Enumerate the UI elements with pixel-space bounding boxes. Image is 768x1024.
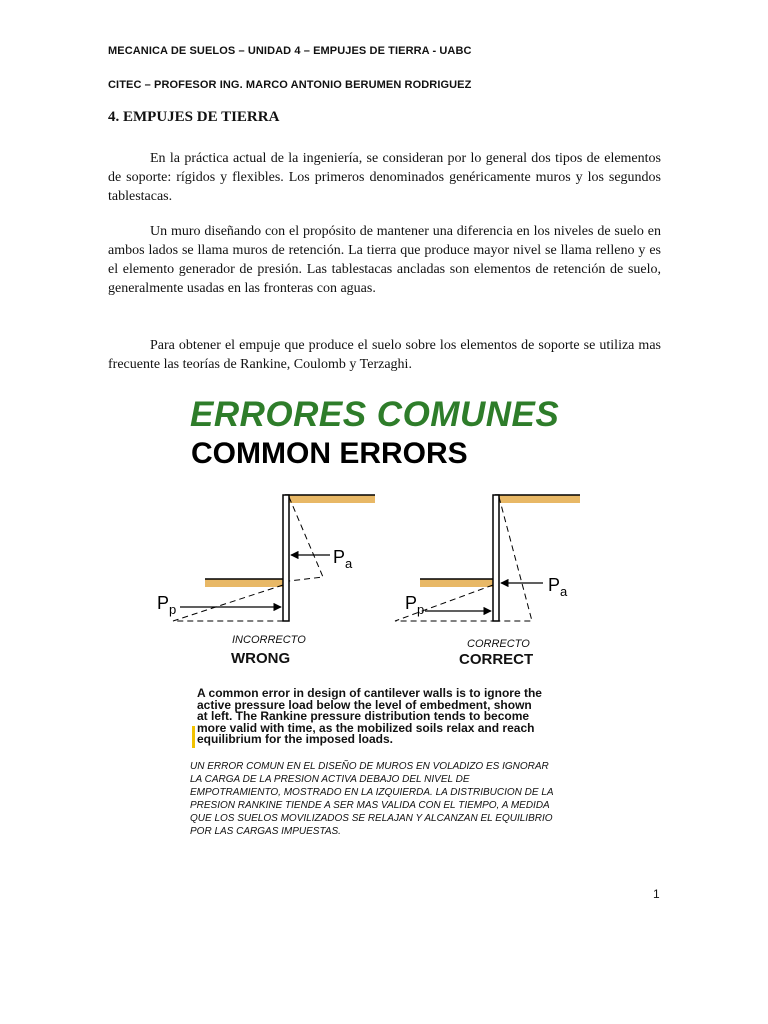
figure-title-english: COMMON ERRORS: [191, 437, 468, 470]
note-english: A common error in design of cantilever walls is to ignore the active pressure load below the level of embedment, shown at left. The Rankine pressure distribution tends to become more valid with time, as the mobilized soils relax and reach equilibrium for the imposed loads.: [197, 686, 542, 746]
passive-pressure-left: [173, 585, 283, 621]
wall-right: [493, 495, 499, 621]
label-wrong: WRONG: [231, 650, 291, 667]
wrong-wall-diagram: [157, 495, 375, 621]
backfill-soil-left: [285, 495, 375, 503]
svg-text:Pp: $P_p$: [157, 593, 177, 617]
highlight-marker: [192, 726, 195, 748]
svg-text:Pa: $P_a$: [333, 547, 353, 571]
front-soil-right: [420, 579, 493, 587]
retaining-wall-diagram: [150, 485, 590, 635]
active-pressure-left: [289, 497, 323, 581]
note-spanish: UN ERROR COMUN EN EL DISEÑO DE MUROS EN VOLADIZO ES IGNORAR LA CARGA DE LA PRESION ACTIVA DEBAJO DEL NIVEL DE EMPOTRAMIENTO, MOSTRADO EN LA IZQUIERDA. LA DISTRIBUCION DE LA PRESION RANKINE TIENDE A SER MAS VALIDA CON EL TIEMPO, A MEDIDA QUE LOS SUELOS MOVILIZADOS SE RELAJAN Y ALCANZAN EL EQUILIBRIO POR LAS CARGAS IMPUESTAS.: [190, 761, 554, 837]
label-incorrecto: INCORRECTO: [232, 634, 306, 646]
label-correct: CORRECT: [459, 651, 534, 668]
wall-left: [283, 495, 289, 621]
active-pressure-right: [499, 497, 532, 621]
paragraph-2: Un muro diseñando con el propósito de mantener una diferencia en los niveles de suelo en ambos lados se llama muros de retención. La tierra que produce mayor nivel se llama relleno y es el elemento generador de presión. Las tablestacas ancladas son elementos de retención de suelo, generalmente usadas en las fronteras con aguas.: [108, 224, 661, 296]
paragraph-3: Para obtener el empuje que produce el suelo sobre los elementos de soporte se utiliza mas frecuente las teorías de Rankine, Coulomb y Terzaghi.: [108, 338, 661, 372]
page-number: 1: [653, 887, 660, 901]
section-title: 4. EMPUJES DE TIERRA: [108, 109, 280, 125]
header-course-line: MECANICA DE SUELOS – UNIDAD 4 – EMPUJES DE TIERRA - UABC: [108, 45, 472, 57]
correct-wall-diagram: [395, 495, 580, 621]
label-correcto: CORRECTO: [467, 638, 530, 650]
header-professor-line: CITEC – PROFESOR ING. MARCO ANTONIO BERUMEN RODRIGUEZ: [108, 79, 472, 91]
svg-text:Pp: $P_p$: [405, 593, 425, 617]
front-soil-left: [205, 579, 283, 587]
figure-title-spanish: ERRORES COMUNES: [190, 395, 560, 434]
paragraph-1: En la práctica actual de la ingeniería, se consideran por lo general dos tipos de elementos de soporte: rígidos y flexibles. Los primeros denominados genéricamente muros y los segundos tablestacas.: [108, 151, 661, 204]
svg-text:Pa: $P_a$: [548, 575, 568, 599]
backfill-soil-right: [495, 495, 580, 503]
